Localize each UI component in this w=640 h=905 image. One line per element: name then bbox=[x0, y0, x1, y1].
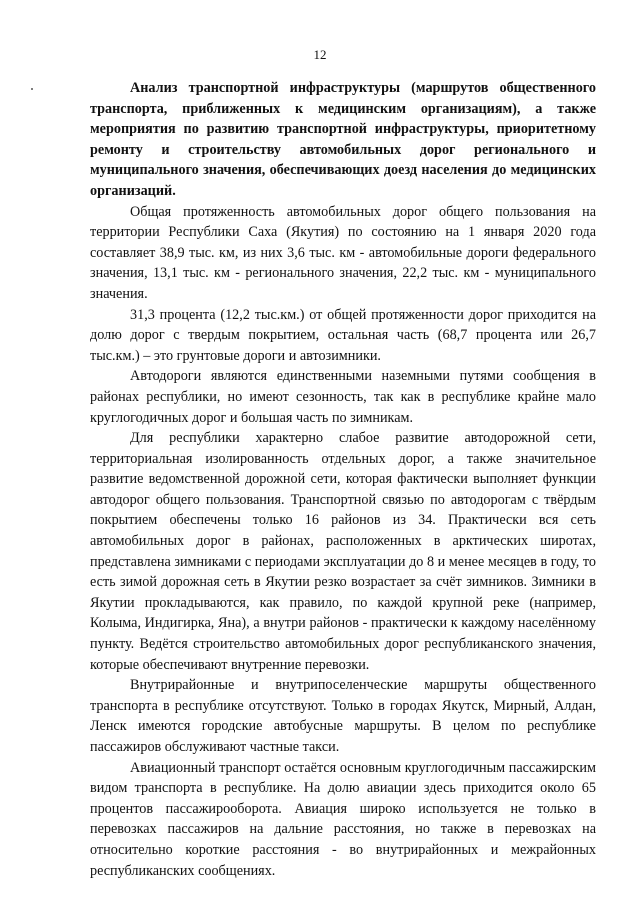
paragraph-hard-surface: 31,3 процента (12,2 тыс.км.) от общей протяженности дорог приходится на долю дорог с твердым покрытием, остальная часть (68,7 процента или 26,7 тыс.км.) – это грунтовые дороги и автозимники. bbox=[90, 306, 596, 364]
margin-dot bbox=[31, 88, 33, 90]
paragraph-road-network: Для республики характерно слабое развитие автодорожной сети, территориальная изолированность отдельных дорог, а также значительное развитие ведомственной дорожной сети, которая фактически выполняет функции автодорог общего пользования. Транспортной связью по автодорогам с твёрдым покрытием обеспечены только 16 районов из 34. Практически вся сеть автомобильных дорог в районах, расположенных в арктических широтах, представлена зимниками с периодами эксплуатации до 8 и менее месяцев в году, то есть зимой дорожная сеть в Якутии резко возрастает за счёт зимников. Зимники в Якутии прокладываются, как правило, по каждой крупной реке (например, Колыма, Индигирка, Яна), а внутри районов - практически к каждому населённому пункту. Ведётся строительство автомобильных дорог республиканского значения, которые обеспечивают внутренние перевозки. bbox=[90, 430, 596, 673]
page-number: 12 bbox=[313, 47, 327, 62]
paragraph-aviation: Авиационный транспорт остаётся основным круглогодичным пассажирским видом транспорта в республике. На долю авиации здесь приходится около 65 процентов пассажирооборота. Авиация широко используется не только в перевозках пассажиров на дальние расстояния, но также в перевозках на относительно короткие расстояния - во внутрирайонных и межрайонных республиканских сообщениях. bbox=[90, 759, 596, 879]
paragraph-road-length: Общая протяженность автомобильных дорог общего пользования на территории Республики Саха (Якутия) по состоянию на 1 января 2020 года составляет 38,9 тыс. км, из них 3,6 тыс. км - автомобильные дороги федерального значения, 13,1 тыс. км - регионального значения, 22,2 тыс. км - муниципального значения. bbox=[90, 203, 596, 302]
section-heading: Анализ транспортной инфраструктуры (маршрутов общественного транспорта, приближенных к медицинским организациям), а также мероприятия по развитию транспортной инфраструктуры, приоритетному ремонту и строительству автомобильных дорог регионального и муниципального значения, обеспечивающих доезд населения до медицинских организаций. bbox=[90, 80, 596, 199]
paragraph-public-transport: Внутрирайонные и внутрипоселенческие маршруты общественного транспорта в республике отсутствуют. Только в городах Якутск, Мирный, Алдан, Ленск имеются городские автобусные маршруты. В целом по республике пассажиров обслуживают частные такси. bbox=[90, 677, 596, 755]
document-body bbox=[90, 78, 596, 881]
paragraph-seasonality: Автодороги являются единственными наземными путями сообщения в районах республики, но имеют сезонность, так как в республике крайне мало круглогодичных дорог и большая часть по зимникам. bbox=[90, 368, 596, 426]
